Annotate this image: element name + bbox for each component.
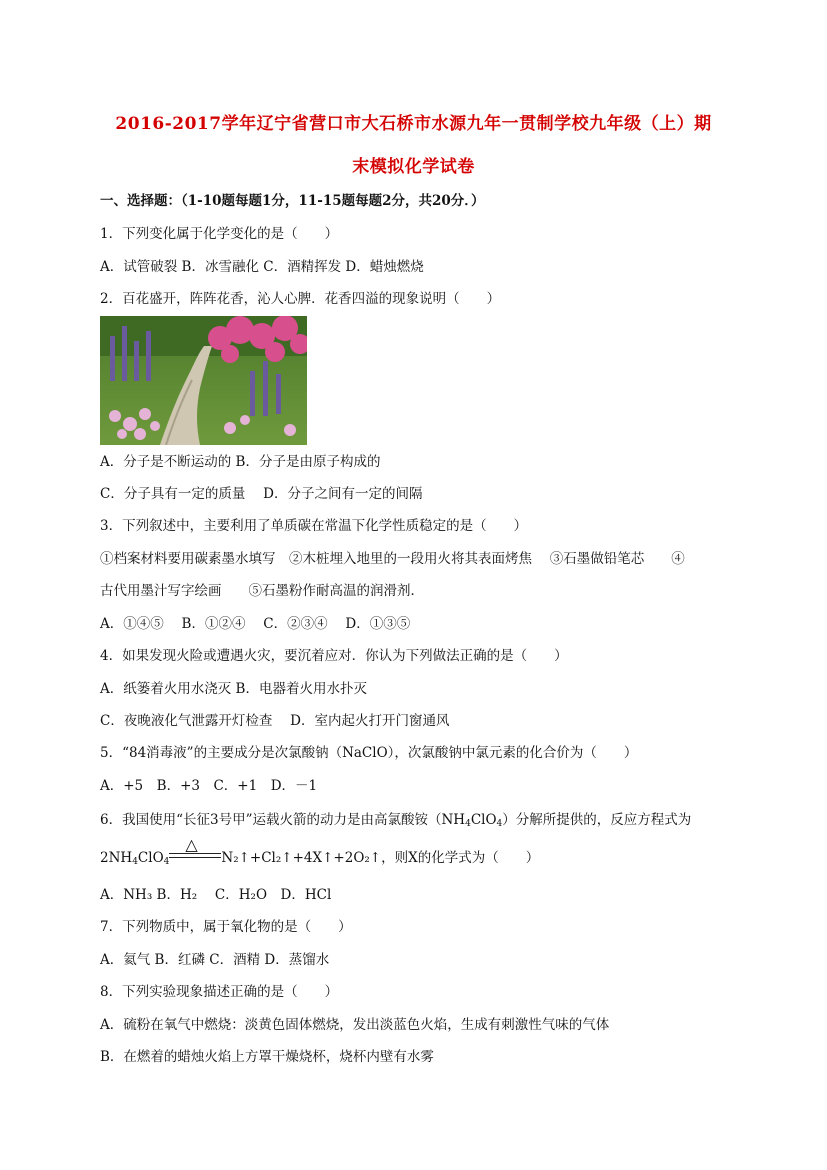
q6-equation bbox=[100, 834, 540, 872]
q5-stem: 5．“84消毒液”的主要成分是次氯酸钠（NaClO），次氯酸钠中氯元素的化合价为（ ） bbox=[100, 745, 638, 761]
q3-options: A．①④⑤ B．①②④ C．②③④ D．①③⑤ bbox=[100, 616, 411, 632]
q6-stem-sub1: 4 bbox=[465, 819, 471, 829]
q6-stem-b: ClO bbox=[470, 812, 497, 828]
q6-stem-a: 6．我国使用“长征3号甲”运载火箭的动力是由高氯酸铵（NH bbox=[100, 812, 466, 828]
q6-eq-reactant-a: 2NH bbox=[100, 850, 133, 866]
q1-options: A．试管破裂 B．冰雪融化 C．酒精挥发 D．蜡烛燃烧 bbox=[100, 259, 424, 275]
q3-items-line2: 古代用墨汁写字绘画 ⑤石墨粉作耐高温的润滑剂． bbox=[100, 583, 424, 599]
flower-garden-image bbox=[100, 316, 307, 445]
flower-garden-photo bbox=[100, 316, 307, 445]
q6-reaction-arrow bbox=[169, 834, 221, 869]
q5-options: A．+5 B．+3 C．+1 D．－1 bbox=[100, 778, 318, 794]
q8-option-a: A．硫粉在氧气中燃烧：淡黄色固体燃烧，发出淡蓝色火焰，生成有刺激性气味的气体 bbox=[100, 1017, 610, 1033]
q3-stem: 3．下列叙述中，主要利用了单质碳在常温下化学性质稳定的是（ ） bbox=[100, 518, 528, 534]
q2-options-ab: A．分子是不断运动的 B．分子是由原子构成的 bbox=[100, 454, 381, 470]
exam-title-line2: 末模拟化学试卷 bbox=[352, 157, 475, 177]
q6-eq-reactant-sub1: 4 bbox=[132, 857, 138, 867]
exam-title-line1: 2016-2017学年辽宁省营口市大石桥市水源九年一贯制学校九年级（上）期 bbox=[115, 114, 712, 134]
q7-options: A．氦气 B．红磷 C．酒精 D．蒸馏水 bbox=[100, 952, 330, 968]
heat-triangle-icon: △ bbox=[185, 834, 198, 854]
q3-items-line1: ①档案材料要用碳素墨水填写 ②木桩埋入地里的一段用火将其表面烤焦 ③石墨做铅笔芯 ④ bbox=[100, 551, 685, 567]
q6-eq-products: N₂↑+Cl₂↑+4X↑+2O₂↑，则X的化学式为（ ） bbox=[221, 850, 540, 866]
q1-stem: 1．下列变化属于化学变化的是（ ） bbox=[100, 226, 339, 242]
q8-stem: 8．下列实验现象描述正确的是（ ） bbox=[100, 984, 339, 1000]
q4-options-ab: A．纸篓着火用水浇灭 B．电器着火用水扑灭 bbox=[100, 681, 367, 697]
q6-options: A．NH₃ B．H₂ C．H₂O D．HCl bbox=[100, 887, 332, 903]
q6-eq-reactant-sub2: 4 bbox=[163, 857, 170, 867]
q6-stem-c: ）分解所提供的，反应方程式为 bbox=[502, 812, 692, 828]
q2-stem: 2．百花盛开，阵阵花香，沁人心脾．花香四溢的现象说明（ ） bbox=[100, 291, 501, 307]
q7-stem: 7．下列物质中，属于氧化物的是（ ） bbox=[100, 919, 352, 935]
q6-stem-sub2: 4 bbox=[496, 819, 503, 829]
q4-stem: 4．如果发现火险或遭遇火灾，要沉着应对．你认为下列做法正确的是（ ） bbox=[100, 648, 568, 664]
q6-stem bbox=[100, 810, 691, 834]
q6-eq-reactant-b: ClO bbox=[137, 850, 164, 866]
q4-options-cd: C．夜晚液化气泄露开灯检查 D．室内起火打开门窗通风 bbox=[100, 713, 450, 729]
q8-option-b: B．在燃着的蜡烛火焰上方罩干燥烧杯，烧杯内壁有水雾 bbox=[100, 1049, 434, 1065]
section-heading: 一、选择题：（1-10题每题1分，11-15题每题2分，共20分．） bbox=[100, 193, 485, 209]
q2-options-cd: C．分子具有一定的质量 D．分子之间有一定的间隔 bbox=[100, 486, 423, 502]
